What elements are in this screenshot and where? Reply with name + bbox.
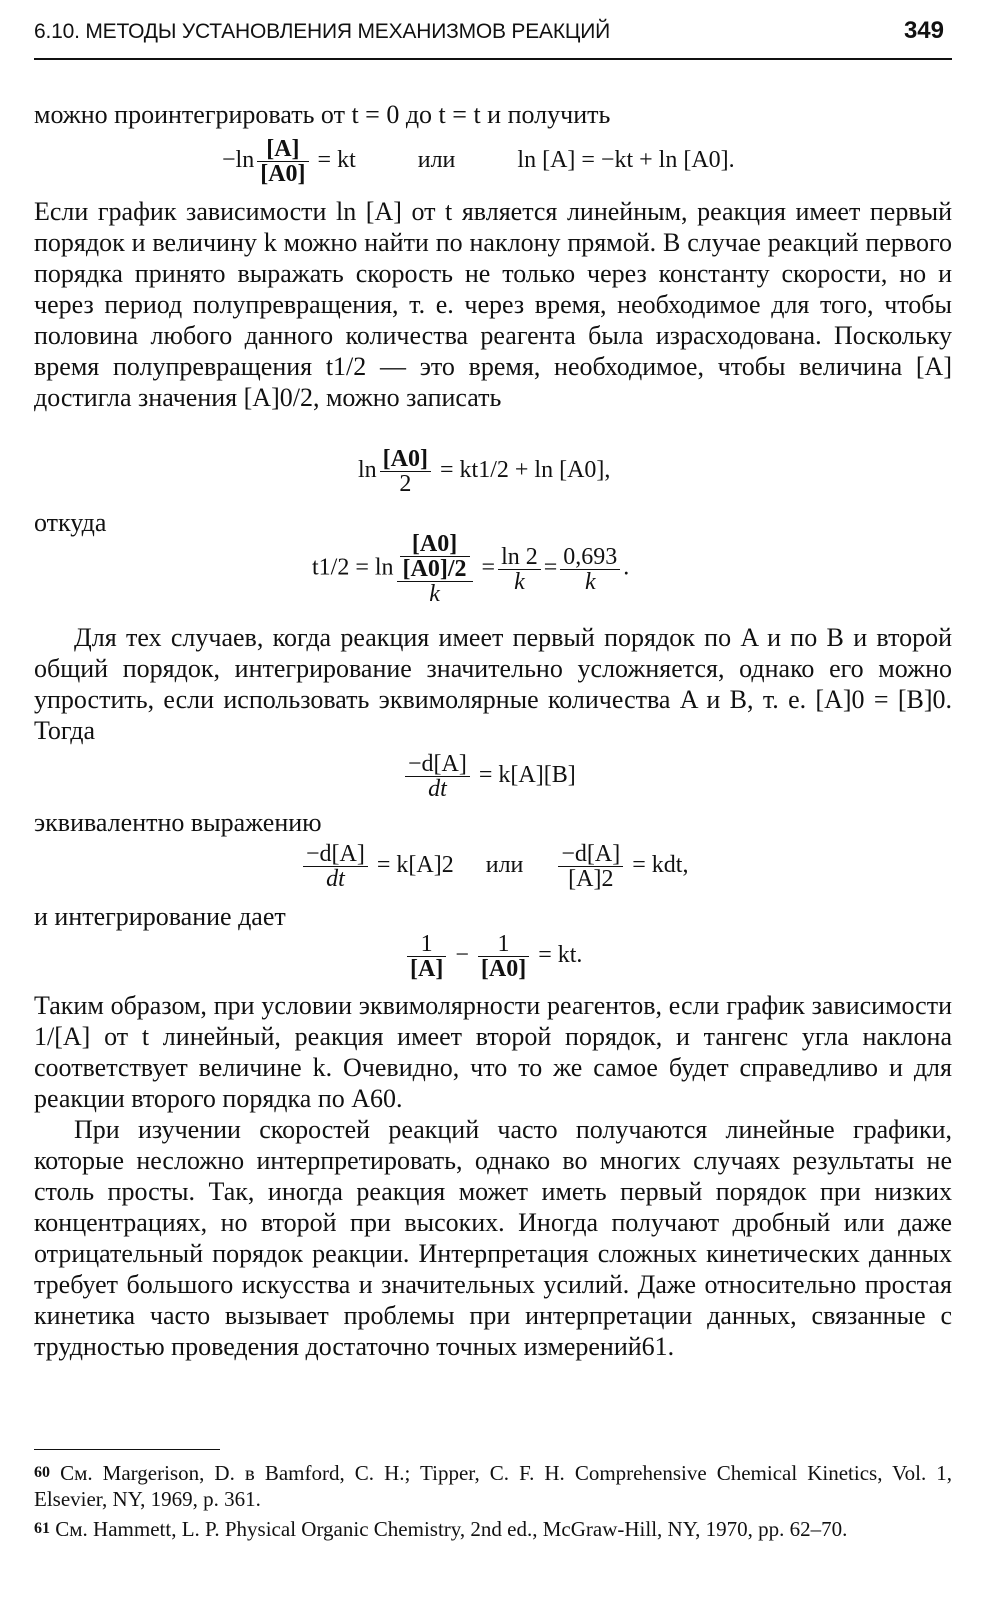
eq2-denominator: 2 <box>399 471 412 497</box>
eq1-denominator: [A0] <box>260 161 306 187</box>
paragraph-8: При изучении скоростей реакций часто получаются линейные графики, которые несложно интерпретировать, однако во многих случаях результаты не столь просты. Так, иногда реакция может иметь первый порядок при низких концентрациях, но второй при высоких. Иногда получают дробный или даже отрицательный порядок реакции. Интерпретация сложных кинетических данных требует большого искусства и значительных усилий. Даже относительно простая кинетика часто вызывает проблемы при интерпретации данных, связанные с трудностью проведения достаточно точных измерений61. <box>34 1115 952 1361</box>
eq5-denominator-2: [A]2 <box>568 866 614 892</box>
eq6-minus: − <box>455 942 469 969</box>
paragraph-2: Если график зависимости ln [A] от t является линейным, реакция имеет первый порядок и величину k можно найти по наклону прямой. В случае реакций первого порядка принято выражать скорость не только через константу скорости, но и через период полупревращения, т. е. через время, необходимое для того, чтобы половина любого данного количества реагента была израсходована. Поскольку время полупревращения t1/2 — это время, необходимое, чтобы величина [A] достигла значения [A]0/2, можно записать <box>34 197 952 412</box>
eq5-fraction-2 <box>558 842 623 891</box>
eq1-prefix: −ln <box>222 147 255 174</box>
eq4-denominator: dt <box>428 776 447 802</box>
eq3-inner-numerator: [A0] <box>400 532 470 557</box>
paragraph-6 <box>34 901 286 932</box>
eq6-denominator-2: [A0] <box>480 956 527 982</box>
eq5-denominator-1: dt <box>326 866 345 892</box>
eq1-numerator: [A] <box>257 137 308 162</box>
eq2-prefix: ln <box>358 457 377 484</box>
eq3-main-denominator: k <box>429 581 440 607</box>
eq1-fraction <box>257 137 308 186</box>
footnote-60-text: См. Margerison, D. в Bamford, C. H.; Tipper, C. F. H. Comprehensive Chemical Kinetics, Vol. 1, Elsevier, NY, 1969, p. 361. <box>34 1461 952 1511</box>
equation-3: t1/2 = ln $\frac{\frac{[A0]}{[A0]/2}}{k}$ = $\frac{\ln 2}{k}$ = $\frac{0,693}{k}$ . <box>312 531 630 607</box>
equation-6 <box>404 932 582 981</box>
equation-4 <box>402 752 576 801</box>
eq3-const: 0,693 <box>560 545 620 570</box>
eq4-rhs: = k[A][B] <box>478 762 576 789</box>
eq5-fraction-1 <box>303 842 368 891</box>
eq6-numerator-2: 1 <box>478 932 529 957</box>
eq2-numerator: [A0] <box>380 447 431 472</box>
eq3-ln2: ln 2 <box>498 545 541 570</box>
eq4-fraction <box>405 752 470 801</box>
eq3-const-den: k <box>584 568 596 595</box>
eq6-denominator-1: [A] <box>410 956 444 982</box>
eq3-main-fraction <box>397 532 473 606</box>
paragraph-4: Для тех случаев, когда реакция имеет первый порядок по A и по B и второй общий порядок, интегрирование значительно усложняется, однако его можно упростить, если использовать эквимолярные количества A и B, т. е. [A]0 = [B]0. Тогда <box>34 623 952 745</box>
footnote-61 <box>34 1516 952 1542</box>
page-number: 349 <box>903 17 944 44</box>
eq5-rhs: = kdt, <box>632 852 689 879</box>
footnote-60 <box>34 1460 952 1512</box>
eq3-ln2-den: k <box>514 568 525 595</box>
footnote-60-number: 60 <box>34 1464 50 1481</box>
eq3-period: . <box>623 554 630 581</box>
paragraph-3 <box>34 507 106 538</box>
equation-5 <box>300 842 688 891</box>
eq2-rhs: = kt1/2 + ln [A0], <box>440 457 611 484</box>
eq4-numerator: −d[A] <box>405 752 470 777</box>
eq6-rhs: = kt. <box>538 942 583 969</box>
paragraph-5 <box>34 807 322 838</box>
header-rule <box>34 58 952 60</box>
eq1-right: ln [A] = −kt + ln [A0]. <box>517 147 735 174</box>
paragraph-3-text: откуда <box>34 508 107 537</box>
running-header-title: 6.10. МЕТОДЫ УСТАНОВЛЕНИЯ МЕХАНИЗМОВ РЕАКЦИЙ <box>34 20 611 43</box>
paragraph-6-text: и интегрирование дает <box>34 902 286 931</box>
eq5-or: или <box>485 852 524 879</box>
eq3-lhs: t1/2 = ln <box>312 554 394 581</box>
eq6-numerator-1: 1 <box>407 932 446 957</box>
paragraph-1 <box>34 99 610 130</box>
eq3-ln2-fraction <box>498 545 541 594</box>
equation-1 <box>222 137 735 186</box>
eq2-fraction <box>380 447 431 496</box>
eq3-inner-denominator: [A0]/2 <box>402 556 467 582</box>
paragraph-1-text: можно проинтегрировать от t = 0 до t = t и получить <box>34 100 611 129</box>
eq6-fraction-2 <box>478 932 529 981</box>
paragraph-7: Таким образом, при условии эквимолярности реагентов, если график зависимости 1/[A] от t линейный, реакция имеет второй порядок, и тангенс угла наклона соответствует величине k. Очевидно, что то же самое будет справедливо и для реакции второго порядка по A60. <box>34 991 952 1113</box>
paragraph-5-text: эквивалентно выражению <box>34 808 322 837</box>
footnote-61-text: См. Hammett, L. P. Physical Organic Chemistry, 2nd ed., McGraw-Hill, NY, 1970, pp. 62–70. <box>55 1517 848 1541</box>
eq6-fraction-1 <box>407 932 446 981</box>
eq3-const-fraction <box>560 545 620 594</box>
eq1-or: или <box>417 147 456 174</box>
eq5-numerator-1: −d[A] <box>303 842 368 867</box>
footnote-rule <box>34 1449 220 1450</box>
eq5-mid: = k[A]2 <box>376 852 454 879</box>
eq1-rhs: = kt <box>317 147 356 174</box>
footnote-61-number: 61 <box>34 1520 50 1537</box>
eq5-numerator-2: −d[A] <box>558 842 623 867</box>
equation-2 <box>358 447 610 496</box>
